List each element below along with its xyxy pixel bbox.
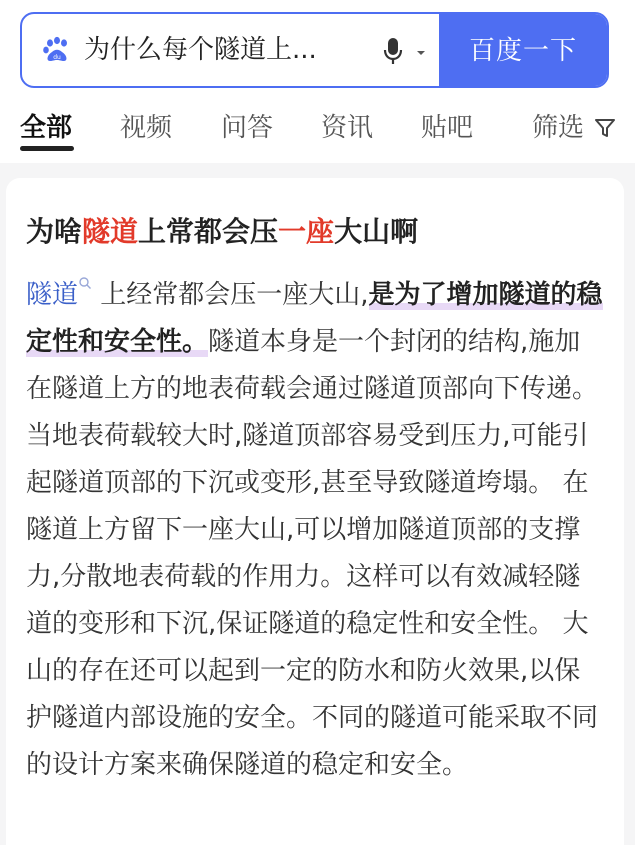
- tab-qa[interactable]: 问答: [221, 113, 274, 143]
- search-button[interactable]: 百度一下: [439, 14, 607, 86]
- result-title[interactable]: [26, 212, 418, 252]
- tab-video[interactable]: 视频: [120, 113, 173, 143]
- title-keyword: 一座: [278, 215, 335, 248]
- top-bar: [0, 0, 635, 163]
- filter-funnel-icon[interactable]: [594, 117, 616, 139]
- search-small-icon[interactable]: [78, 276, 92, 290]
- search-box: [20, 12, 609, 88]
- answer-intro: 上经常都会压一座大山,: [100, 280, 369, 310]
- answer-card: [6, 178, 624, 845]
- title-keyword: 隧道: [82, 215, 139, 248]
- baidu-paw-icon: [42, 36, 72, 66]
- answer-highlight: 是为了增加隧道的稳定性和安全性。: [26, 280, 603, 357]
- search-tabs: [0, 108, 635, 152]
- tab-news[interactable]: 资讯: [321, 113, 374, 143]
- tab-tieba[interactable]: 贴吧: [421, 113, 474, 143]
- chevron-down-icon[interactable]: [414, 40, 428, 60]
- title-part: 大山啊: [334, 215, 419, 248]
- title-part: 为啥: [26, 215, 83, 248]
- active-tab-indicator: [20, 146, 74, 151]
- answer-rest: 隧道本身是一个封闭的结构,施加在隧道上方的地表荷载会通过隧道顶部向下传递。当地表荷载较大时,隧道顶部容易受到压力,可能引起隧道顶部的下沉或变形,甚至导致隧道垮塌。 在隧道上方留下一座大山,可以增加隧道顶部的支撑力,分散地表荷载的作用力。这样可以有效减轻隧道的变形和下沉,保证隧道的稳定性和安全性。 大山的存在还可以起到一定的防水和防火效果,以保护隧道内部设施的安全。不同的隧道可能采取不同的设计方案来确保隧道的稳定和安全。: [26, 327, 599, 780]
- svg-text:du: du: [53, 54, 61, 61]
- answer-body: [26, 272, 606, 789]
- term-link[interactable]: 隧道: [26, 280, 79, 310]
- tab-all[interactable]: 全部: [20, 113, 73, 143]
- microphone-icon[interactable]: [382, 36, 404, 66]
- search-query-text: 为什么每个隧道上...: [84, 35, 317, 65]
- tab-filter[interactable]: 筛选: [532, 113, 585, 143]
- search-input-area[interactable]: [22, 14, 442, 86]
- title-part: 上常都会压: [138, 215, 279, 248]
